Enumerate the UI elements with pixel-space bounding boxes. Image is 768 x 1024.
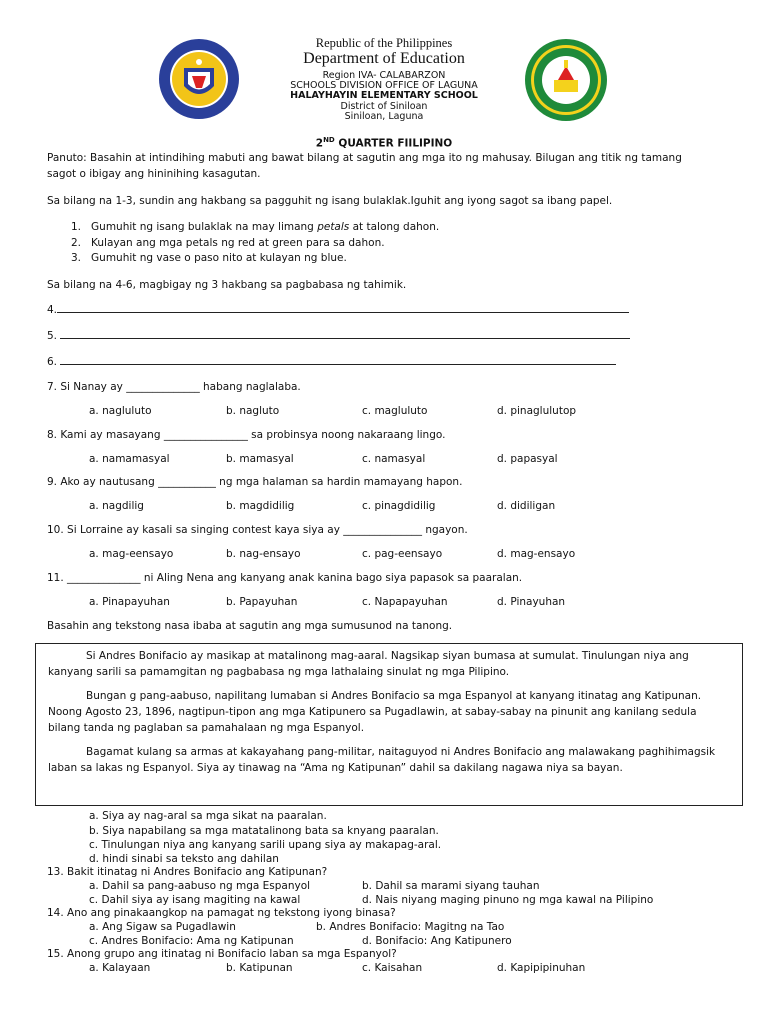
option[interactable]: c. Andres Bonifacio: Ama ng Katipunan bbox=[89, 935, 294, 947]
section1-intro: Sa bilang na 1-3, sundin ang hakbang sa pagguhit ng isang bulaklak.Iguhit ang iyong sagot sa ibang papel. bbox=[47, 195, 613, 207]
option[interactable]: a. namamasyal bbox=[89, 453, 170, 465]
option[interactable]: d. Pinayuhan bbox=[497, 596, 566, 608]
school-name: HALAYHAYIN ELEMENTARY SCHOOL bbox=[290, 90, 478, 101]
question-11: 11. ______________ ni Aling Nena ang kanyang anak kanina bago siya papasok sa paaralan. bbox=[47, 572, 523, 584]
option[interactable]: c. pinagdidilig bbox=[362, 500, 436, 512]
passage-paragraph-2: Bungan g pang-aabuso, napilitang lumaban si Andres Bonifacio sa mga Espanyol at kanyang itinatag ang Katipunan. Noong Agosto 23, 1896, nagtipun-tipon ang mga Katipunero sa Pugadlawin, at sabay-sabay na pinunit ang kanilang sedula bilang tanda ng paglaban sa pamahalaan ng mga Espanyol. bbox=[48, 690, 702, 734]
republic-line: Republic of the Philippines bbox=[315, 36, 453, 50]
list-item: 1. Gumuhit ng isang bulaklak na may limang petals at talong dahon. bbox=[71, 221, 440, 233]
option[interactable]: b. Katipunan bbox=[226, 962, 293, 974]
town-line: Siniloan, Laguna bbox=[344, 111, 424, 122]
option[interactable]: d. didiligan bbox=[497, 500, 556, 512]
question-14: 14. Ano ang pinakaangkop na pamagat ng tekstong iyong binasa? bbox=[47, 907, 396, 919]
section2-intro: Sa bilang na 4-6, magbigay ng 3 hakbang sa pagbabasa ng tahimik. bbox=[47, 279, 407, 291]
option[interactable]: b. Siya napabilang sa mga matatalinong bata sa knyang paaralan. bbox=[89, 825, 439, 837]
option[interactable]: b. nagluto bbox=[226, 405, 280, 417]
option[interactable]: c. pag-eensayo bbox=[362, 548, 443, 560]
option[interactable]: a. nagluluto bbox=[89, 405, 152, 417]
question-10: 10. Si Lorraine ay kasali sa singing contest kaya siya ay _______________ ngayon. bbox=[47, 524, 468, 536]
option[interactable]: d. Nais niyang maging pinuno ng mga kawal na Pilipino bbox=[362, 894, 654, 906]
list-item: 2. Kulayan ang mga petals ng red at green para sa dahon. bbox=[71, 237, 385, 249]
option[interactable]: a. Ang Sigaw sa Pugadlawin bbox=[89, 921, 236, 933]
option[interactable]: a. Dahil sa pang-aabuso ng mga Espanyol bbox=[89, 880, 311, 892]
option[interactable]: b. magdidilig bbox=[226, 500, 295, 512]
region-line: Region IVA- CALABARZON bbox=[322, 70, 446, 81]
district-line: District of Siniloan bbox=[340, 101, 428, 112]
instructions-line-1: Panuto: Basahin at intindihing mabuti ang bawat bilang at sagutin ang mga ito ng mahusay. Bilugan ang titik ng tamang bbox=[47, 152, 682, 164]
option[interactable]: d. pinaglulutop bbox=[497, 405, 577, 417]
question-13: 13. Bakit itinatag ni Andres Bonifacio ang Katipunan? bbox=[47, 866, 328, 878]
option[interactable]: a. Siya ay nag-aral sa mga sikat na paaralan. bbox=[89, 810, 327, 822]
option[interactable]: c. Dahil siya ay isang magiting na kawal bbox=[89, 894, 301, 906]
option[interactable]: d. Kapipipinuhan bbox=[497, 962, 586, 974]
reading-instructions: Basahin ang tekstong nasa ibaba at sagutin ang mga sumusunod na tanong. bbox=[47, 620, 453, 632]
option[interactable]: d. hindi sinabi sa teksto ang dahilan bbox=[89, 853, 279, 865]
option[interactable]: b. nag-ensayo bbox=[226, 548, 301, 560]
option[interactable]: c. namasyal bbox=[362, 453, 426, 465]
page-title: 2ND QUARTER FIILIPINO bbox=[315, 136, 453, 150]
option[interactable]: c. magluluto bbox=[362, 405, 428, 417]
question-8: 8. Kami ay masayang ________________ sa probinsya noong nakaraang lingo. bbox=[47, 429, 446, 441]
option[interactable]: a. Pinapayuhan bbox=[89, 596, 170, 608]
option[interactable]: b. Papayuhan bbox=[226, 596, 298, 608]
question-7: 7. Si Nanay ay ______________ habang naglalaba. bbox=[47, 381, 301, 393]
passage-paragraph-3: Bagamat kulang sa armas at kakayahang pang-militar, naitaguyod ni Andres Bonifacio ang malawakang paghihimagsik laban sa lakas ng Espanyol. Siya ay tinawag na “Ama ng Katipunan” dahil sa dakilang nagawa niya sa bayan. bbox=[48, 746, 716, 774]
option[interactable]: d. mag-ensayo bbox=[497, 548, 576, 560]
department-title: Department of Education bbox=[303, 50, 465, 67]
option[interactable]: b. Dahil sa marami siyang tauhan bbox=[362, 880, 540, 892]
option[interactable]: d. papasyal bbox=[497, 453, 558, 465]
question-15: 15. Anong grupo ang itinatag ni Bonifacio laban sa mga Espanyol? bbox=[47, 948, 397, 960]
option[interactable]: a. nagdilig bbox=[89, 500, 144, 512]
list-item: 3. Gumuhit ng vase o paso nito at kulayan ng blue. bbox=[71, 252, 347, 264]
instructions-line-2: sagot o ibigay ang hininihing kasagutan. bbox=[47, 168, 261, 180]
option[interactable]: b. Andres Bonifacio: Magitng na Tao bbox=[316, 921, 505, 933]
reading-passage-box bbox=[35, 643, 743, 806]
option[interactable]: d. Bonifacio: Ang Katipunero bbox=[362, 935, 512, 947]
answer-blank-5[interactable]: 5. bbox=[47, 330, 630, 342]
option[interactable]: b. mamasyal bbox=[226, 453, 294, 465]
option[interactable]: c. Tinulungan niya ang kanyang sarili upang siya ay makapag-aral. bbox=[89, 839, 442, 851]
answer-blank-6[interactable]: 6. bbox=[47, 356, 616, 368]
option[interactable]: c. Kaisahan bbox=[362, 962, 423, 974]
option[interactable]: c. Napapayuhan bbox=[362, 596, 448, 608]
division-line: SCHOOLS DIVISION OFFICE OF LAGUNA bbox=[290, 80, 478, 91]
option[interactable]: a. Kalayaan bbox=[89, 962, 151, 974]
question-9: 9. Ako ay nautusang ___________ ng mga halaman sa hardin mamayang hapon. bbox=[47, 476, 463, 488]
option[interactable]: a. mag-eensayo bbox=[89, 548, 174, 560]
answer-blank-4[interactable]: 4. bbox=[47, 304, 629, 316]
passage-paragraph-1: Si Andres Bonifacio ay masikap at matalinong mag-aaral. Nagsikap siyan bumasa at sumulat. Tinulungan niya ang kanyang sarili sa pamamgitan ng pagbabasa ng mga lathalaing sinulat ng mga Pilipino. bbox=[48, 650, 689, 678]
